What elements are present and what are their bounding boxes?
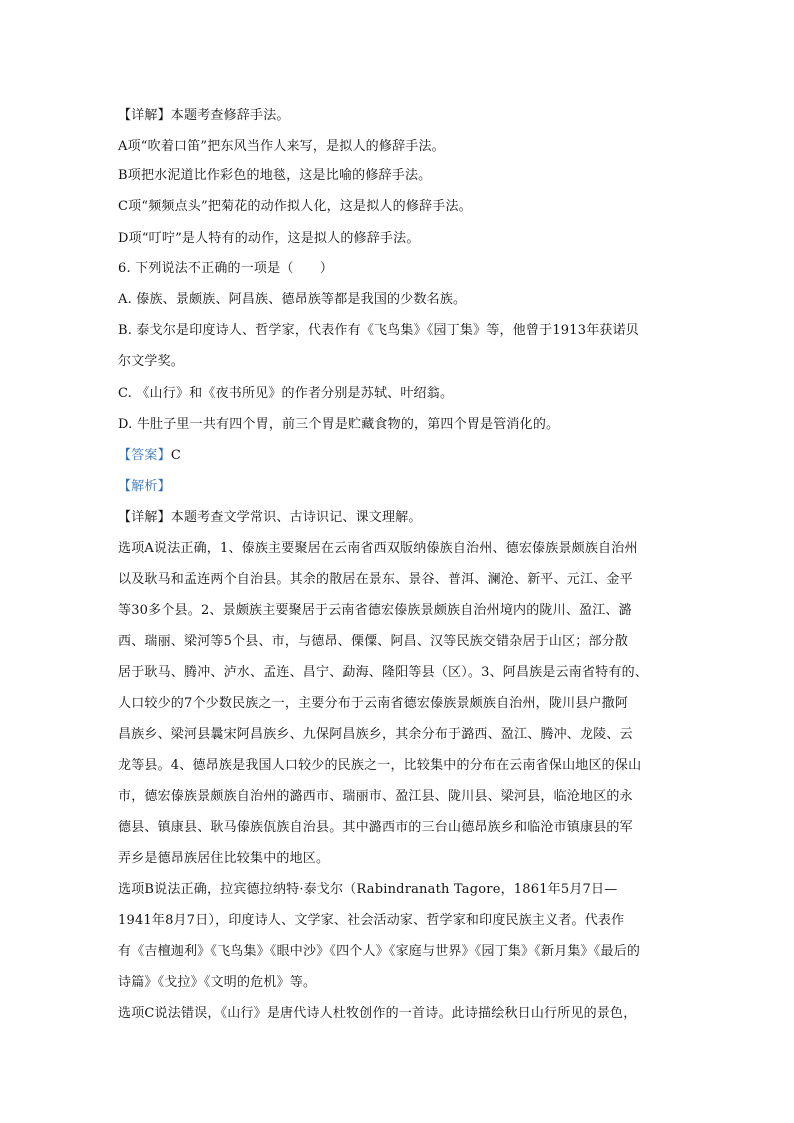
text-line: 1941年8月7日），印度诗人、文学家、社会活动家、哲学家和印度民族主义者。代表作 bbox=[118, 913, 625, 928]
answer-value: C bbox=[170, 448, 181, 463]
text-line: 选项C说法错误，《山行》是唐代诗人杜牧创作的一首诗。此诗描绘秋日山行所见的景色， bbox=[118, 1006, 637, 1021]
option-c: C. 《山行》和《夜书所见》的作者分别是苏轼、叶绍翁。 bbox=[118, 386, 454, 401]
option-d: D. 牛肚子里一共有四个胃，前三个胃是贮藏食物的，第四个胃是管消化的。 bbox=[118, 417, 560, 432]
analysis-tag: 【解析】 bbox=[118, 479, 171, 494]
answer-tag: 【答案】 bbox=[118, 448, 171, 463]
text-line: 西、瑞丽、梁河等5个县、市，与德昂、傈僳、阿昌、汉等民族交错杂居于山区；部分散 bbox=[118, 634, 629, 649]
text-line: 有《吉檀迦利》《飞鸟集》《眼中沙》《四个人》《家庭与世界》《园丁集》《新月集》《最后的 bbox=[118, 944, 641, 959]
option-b-cont: 尔文学奖。 bbox=[118, 354, 185, 369]
text-line: 【详解】本题考查文学常识、古诗识记、课文理解。 bbox=[118, 510, 422, 525]
text-line: 选项A说法正确，1、傣族主要聚居在云南省西双版纳傣族自治州、德宏傣族景颇族自治州 bbox=[118, 541, 638, 556]
text-line: 选项B说法正确，拉宾德拉纳特·泰戈尔（Rabindranath Tagore，1861年5月7日— bbox=[118, 882, 618, 897]
text-line: A项“吹着口笛”把东风当作人来写，是拟人的修辞手法。 bbox=[118, 139, 445, 154]
text-line: 弄乡是德昂族居住比较集中的地区。 bbox=[118, 851, 330, 866]
text-line: 以及耿马和孟连两个自治县。其余的散居在景东、景谷、普洱、澜沧、新平、元江、金平 bbox=[118, 572, 633, 587]
text-line: 昌族乡、梁河县曩宋阿昌族乡、九保阿昌族乡，其余分布于潞西、盈江、腾冲、龙陵、云 bbox=[118, 727, 633, 742]
text-line: 诗篇》《戈拉》《文明的危机》等。 bbox=[118, 975, 317, 990]
answer-line bbox=[118, 446, 678, 466]
text-line: 人口较少的7个少数民族之一，主要分布于云南省德宏傣族景颇族自治州，陇川县户撒阿 bbox=[118, 696, 629, 711]
text-line: B项把水泥道比作彩色的地毯，这是比喻的修辞手法。 bbox=[118, 168, 432, 183]
text-line: 市，德宏傣族景颇族自治州的潞西市、瑞丽市、盈江县、陇川县、梁河县，临沧地区的永 bbox=[118, 789, 633, 804]
question-title: 6. 下列说法不正确的一项是（ ） bbox=[118, 261, 334, 276]
text-line: 龙等县。4、德昂族是我国人口较少的民族之一，比较集中的分布在云南省保山地区的保山 bbox=[118, 758, 642, 773]
text-line: 居于耿马、腾冲、泸水、孟连、昌宁、勐海、隆阳等县（区）。3、阿昌族是云南省特有的、 bbox=[118, 665, 648, 680]
text-line: D项“叮咛”是人特有的动作，这是拟人的修辞手法。 bbox=[118, 231, 420, 246]
option-b: B. 泰戈尔是印度诗人、哲学家，代表作有《飞鸟集》《园丁集》等，他曾于1913年获诺贝 bbox=[118, 323, 640, 338]
text-line: 等30多个县。2、景颇族主要聚居于云南省德宏傣族景颇族自治州境内的陇川、盈江、潞 bbox=[118, 603, 632, 618]
text-line: C项“频频点头”把菊花的动作拟人化，这是拟人的修辞手法。 bbox=[118, 199, 472, 214]
option-a: A. 傣族、景颇族、阿昌族、德昂族等都是我国的少数名族。 bbox=[118, 292, 467, 307]
text-line: 德县、镇康县、耿马傣族佤族自治县。其中潞西市的三台山德昂族乡和临沧市镇康县的军 bbox=[118, 820, 633, 835]
text-line: 【详解】本题考查修辞手法。 bbox=[118, 108, 290, 123]
